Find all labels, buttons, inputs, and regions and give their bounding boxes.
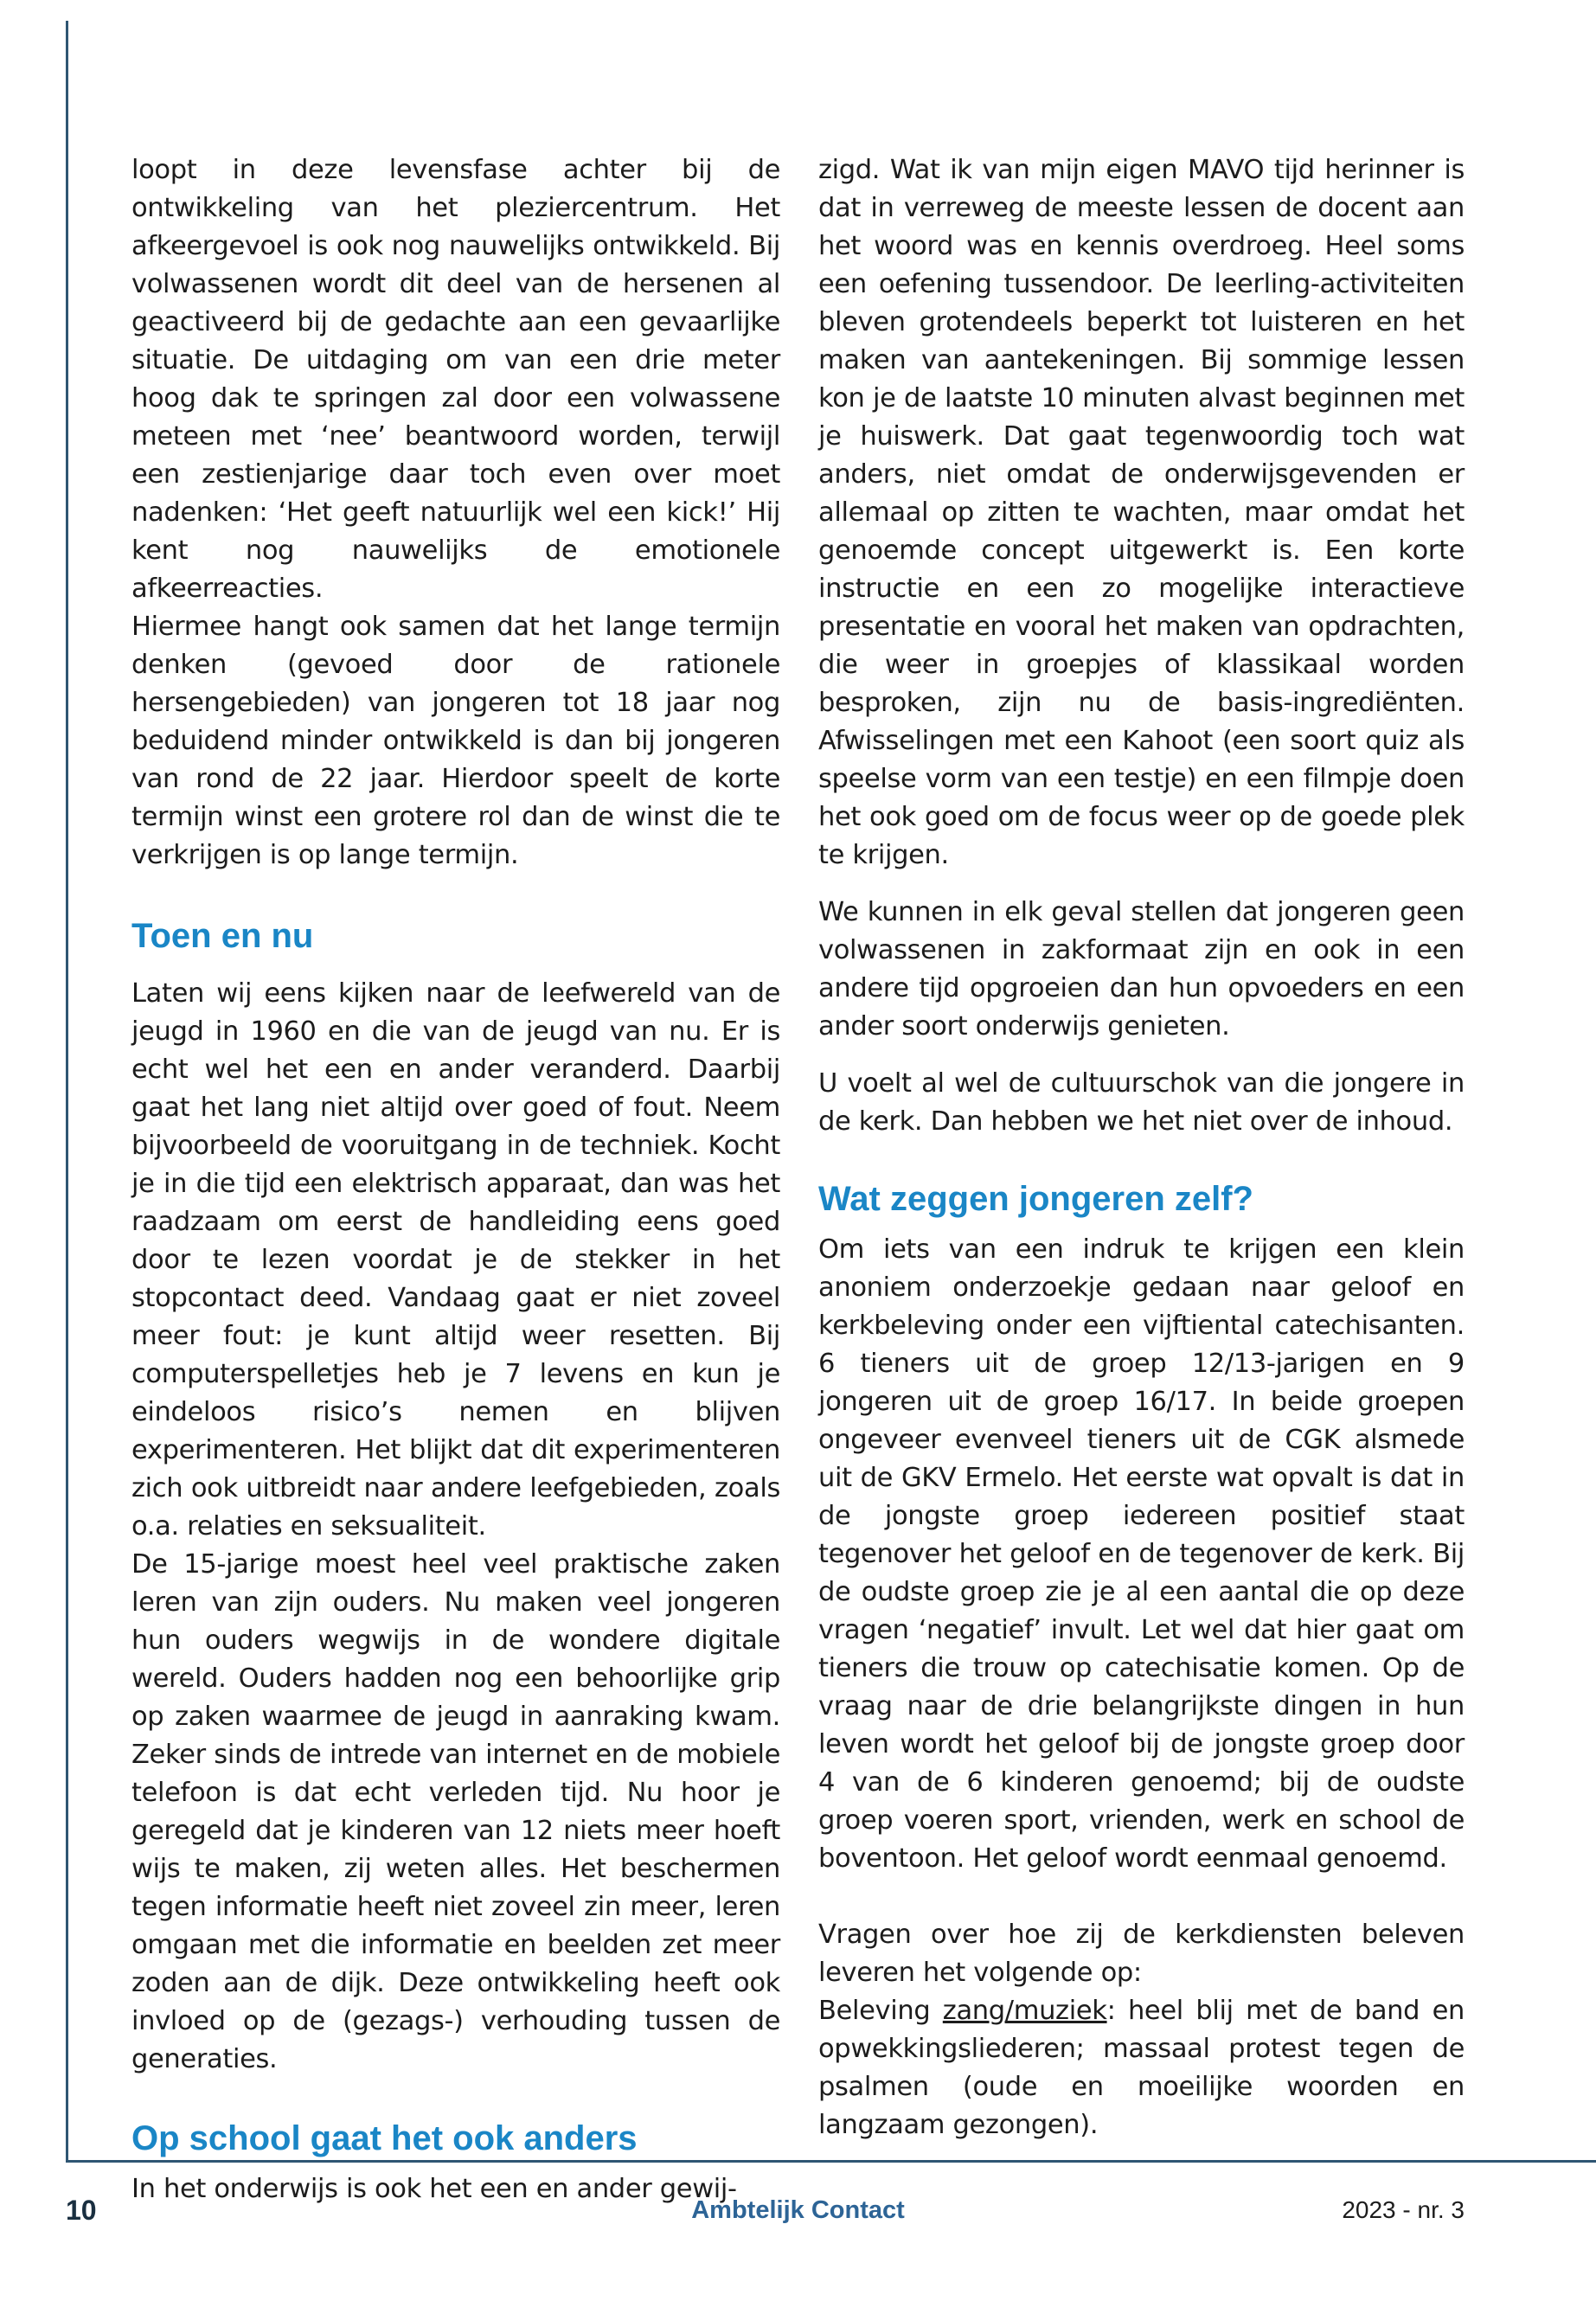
paragraph-rest: : heel blij met de band en opwekkingsliederen; massaal protest tegen de psalmen (oude en moeilijke woorden en langzaam gezongen). xyxy=(818,1996,1465,2140)
page-number: 10 xyxy=(66,2195,97,2226)
section-heading-wat-zeggen-jongeren: Wat zeggen jongeren zelf? xyxy=(818,1180,1253,1218)
paragraph: Laten wij eens kijken naar de leefwereld van de jeugd in 1960 en die van de jeugd van nu. Er is echt wel het een en ander veranderd. Daarbij gaat het lang niet altijd over goed of fout. Neem bijvoorbeeld de vooruitgang in de techniek. Kocht je in die tijd een elektrisch apparaat, dan was het raadzaam om eerst de handleiding eens goed door te lezen voordat je de stekker in het stopcontact deed. Vandaag gaat er niet zoveel meer fout: je kunt altijd weer resetten. Bij computerspelletjes heb je 7 levens en kun je eindeloos risico’s nemen en blijven experimenteren. Het blijkt dat dit experimenteren zich ook uitbreidt naar andere leefgebieden, zoals o.a. relaties en seksualiteit. xyxy=(131,978,780,1541)
paragraph: loopt in deze levensfase achter bij de ontwikkeling van het pleziercentrum. Het afkeergevoel is ook nog nauwelijks ontwikkeld. Bij volwassenen wordt dit deel van de hersenen al geactiveerd bij de gedachte aan een gevaarlijke situatie. De uitdaging om van een drie meter hoog dak te springen zal door een volwassene meteen met ‘nee’ beantwoord worden, terwijl een zestienjarige daar toch even over moet nadenken: ‘Het geeft natuurlijk wel een kick!’ Hij kent nog nauwelijks de emotionele afkeerreacties. xyxy=(131,155,780,604)
issue-number: 2023 - nr. 3 xyxy=(1342,2196,1465,2223)
magazine-title: Ambtelijk Contact xyxy=(691,2196,905,2224)
paragraph: Vragen over hoe zij de kerkdiensten beleven leveren het volgende op: xyxy=(818,1920,1465,1988)
underlined-topic: zang/muziek xyxy=(942,1996,1107,2026)
paragraph: zigd. Wat ik van mijn eigen MAVO tijd herinner is dat in verreweg de meeste lessen de docent aan het woord was en kennis overdroeg. Heel soms een oefening tussendoor. De leerling-activiteiten bleven grotendeels beperkt tot luisteren en het maken van aantekeningen. Bij sommige lessen kon je de laatste 10 minuten alvast beginnen met je huiswerk. Dat gaat tegenwoordig toch wat anders, niet omdat de onderwijsgevenden er allemaal op zitten te wachten, maar omdat het genoemde concept uitgewerkt is. Een korte instructie en een zo mogelijke interactieve presentatie en vooral het maken van opdrachten, die weer in groepjes of klassikaal worden besproken, zijn nu de basis-ingrediënten. Afwisselingen met een Kahoot (een soort quiz als speelse vorm van een testje) en een filmpje doen het ook goed om de focus weer op de goede plek te krijgen. xyxy=(818,155,1465,870)
right-column xyxy=(818,151,1465,2144)
paragraph: Om iets van een indruk te krijgen een klein anoniem onderzoekje gedaan naar geloof en kerkbeleving onder een vijftiental catechisanten. 6 tieners uit de groep 12/13-jarigen en 9 jongeren uit de groep 16/17. In beide groepen ongeveer evenveel tieners uit de CGK alsmede uit de GKV Ermelo. Het eerste wat opvalt is dat in de jongste groep iedereen positief staat tegenover het geloof en de tegenover de kerk. Bij de oudste groep zie je al een aantal die op deze vragen ‘negatief’ invult. Let wel dat hier gaat om tieners die trouw op catechisatie komen. Op de vraag naar de drie belangrijkste dingen in hun leven wordt het geloof bij de jongste groep door 4 van de 6 kinderen genoemd; bij de oudste groep voeren sport, vrienden, werk en school de boventoon. Het geloof wordt eenmaal genoemd. xyxy=(818,1234,1465,1874)
paragraph xyxy=(818,1992,1465,2144)
paragraph: Hiermee hangt ook samen dat het lange termijn denken (gevoed door de rationele hersengebieden) van jongeren tot 18 jaar nog beduidend minder ontwikkeld is dan bij jongeren van rond de 22 jaar. Hierdoor speelt de korte termijn winst een grotere rol dan de winst die te verkrijgen is op lange termijn. xyxy=(131,612,780,870)
paragraph: We kunnen in elk geval stellen dat jongeren geen volwassenen in zakformaat zijn en ook in een andere tijd opgroeien dan hun opvoeders en een ander soort onderwijs genieten. xyxy=(818,897,1465,1042)
paragraph: In het onderwijs is ook het een en ander gewij- xyxy=(131,2174,737,2204)
section-heading-op-school: Op school gaat het ook anders xyxy=(131,2119,638,2157)
left-column xyxy=(131,151,780,2208)
paragraph-lead: Beleving xyxy=(818,1996,943,2026)
margin-rule-vertical xyxy=(66,21,68,2163)
section-heading-toen-en-nu: Toen en nu xyxy=(131,917,314,955)
paragraph: U voelt al wel de cultuurschok van die jongere in de kerk. Dan hebben we het niet over de inhoud. xyxy=(818,1068,1465,1137)
paragraph: De 15-jarige moest heel veel praktische zaken leren van zijn ouders. Nu maken veel jongeren hun ouders wegwijs in de wondere digitale wereld. Ouders hadden nog een behoorlijke grip op zaken waarmee de jeugd in aanraking kwam. Zeker sinds de intrede van internet en de mobiele telefoon is dat echt verleden tijd. Nu hoor je geregeld dat je kinderen van 12 niets meer hoeft wijs te maken, zij weten alles. Het beschermen tegen informatie heeft niet zoveel zin meer, leren omgaan met die informatie en beelden zet meer zoden aan de dijk. Deze ontwikkeling heeft ook invloed op de (gezags-) verhouding tussen de generaties. xyxy=(131,1549,780,2074)
